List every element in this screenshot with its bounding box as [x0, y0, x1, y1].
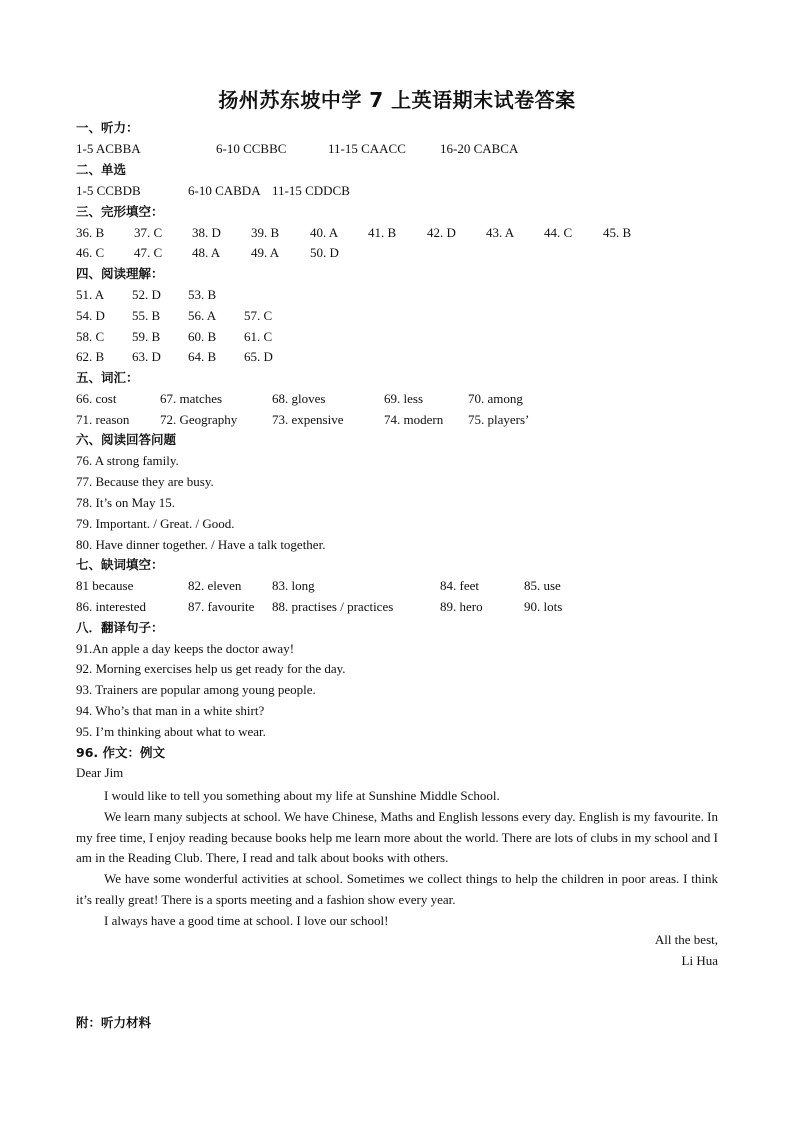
answer-cell: 46. C: [76, 245, 105, 260]
section-heading-single-choice: 二、单选: [76, 162, 127, 177]
answer-cell: 69. less: [384, 391, 423, 406]
section-heading-vocabulary: 五、词汇：: [76, 370, 139, 385]
answer-line: 91.An apple a day keeps the doctor away!: [76, 641, 295, 656]
answer-cell: 38. D: [192, 225, 221, 240]
answer-cell: 16-20 CABCA: [440, 141, 519, 156]
answer-cell: 61. C: [244, 329, 273, 344]
section-heading-gap-fill: 七、缺词填空：: [76, 557, 164, 572]
answer-cell: 74. modern: [384, 412, 444, 427]
answer-line: 76. A strong family.: [76, 453, 179, 468]
answer-cell: 72. Geography: [160, 412, 238, 427]
answer-cell: 87. favourite: [188, 599, 255, 614]
answer-cell: 55. B: [132, 308, 161, 323]
letter-paragraph: We have some wonderful activities at school. Sometimes we collect things to help the children in poor areas. I think it’s really great! There is a sports meeting and a fashion show every year.: [76, 871, 718, 907]
answer-cell: 36. B: [76, 225, 105, 240]
answer-cell: 52. D: [132, 287, 161, 302]
answer-line: 94. Who’s that man in a white shirt?: [76, 703, 265, 718]
letter-paragraph: I would like to tell you something about my life at Sunshine Middle School.: [104, 788, 500, 803]
answer-line: 80. Have dinner together. / Have a talk together.: [76, 537, 326, 552]
answer-cell: 66. cost: [76, 391, 117, 406]
section-heading-reading-qa: 六、阅读回答问题: [76, 432, 177, 447]
writing-label: 作文：例文: [102, 745, 166, 760]
letter-paragraph: I always have a good time at school. I love our school!: [104, 912, 389, 928]
answer-line: 93. Trainers are popular among young people.: [76, 682, 316, 697]
answer-cell: 64. B: [188, 349, 217, 364]
answer-cell: 43. A: [486, 225, 515, 240]
answer-line: 78. It’s on May 15.: [76, 495, 175, 510]
answer-cell: 58. C: [76, 329, 105, 344]
answer-cell: 71. reason: [76, 412, 130, 427]
answer-line: 92. Morning exercises help us get ready for the day.: [76, 661, 346, 676]
letter-closing: All the best,: [654, 932, 718, 947]
answer-cell: 70. among: [468, 391, 523, 406]
answer-cell: 53. B: [188, 287, 217, 302]
answer-cell: 83. long: [272, 578, 315, 593]
writing-number: 96.: [76, 745, 99, 760]
answer-cell: 48. A: [192, 245, 221, 260]
answer-cell: 65. D: [244, 349, 273, 364]
answer-cell: 81 because: [76, 578, 134, 593]
answer-cell: 54. D: [76, 308, 105, 323]
answer-line: 79. Important. / Great. / Good.: [76, 516, 235, 531]
answer-cell: 11-15 CAACC: [328, 141, 406, 156]
answer-cell: 67. matches: [160, 391, 223, 406]
answer-cell: 90. lots: [524, 599, 563, 614]
answer-cell: 50. D: [310, 245, 339, 260]
answer-cell: 37. C: [134, 225, 163, 240]
answer-cell: 39. B: [251, 225, 280, 240]
answer-cell: 44. C: [544, 225, 573, 240]
answer-cell: 85. use: [524, 578, 561, 593]
answer-cell: 86. interested: [76, 599, 147, 614]
answer-cell: 59. B: [132, 329, 161, 344]
answer-cell: 60. B: [188, 329, 217, 344]
section-heading-cloze: 三、完形填空：: [76, 204, 164, 219]
answer-cell: 63. D: [132, 349, 161, 364]
answer-cell: 73. expensive: [272, 412, 344, 427]
answer-cell: 49. A: [251, 245, 280, 260]
answer-cell: 11-15 CDDCB: [272, 183, 350, 198]
answer-cell: 6-10 CCBBC: [216, 141, 287, 156]
letter-signature: Li Hua: [681, 953, 718, 968]
letter-paragraph: We learn many subjects at school. We have Chinese, Maths and English lessons every day. English is my favourite. In my free time, I enjoy reading because books help me learn more about the world. There are lots of clubs in my school and I am in the Reading Club. There, I read and talk about books with others.: [76, 808, 718, 866]
answer-cell: 1-5 ACBBA: [76, 141, 141, 156]
answer-cell: 41. B: [368, 225, 397, 240]
answer-cell: 68. gloves: [272, 391, 326, 406]
answer-cell: 88. practises / practices: [272, 599, 394, 614]
section-heading-writing: [76, 743, 165, 761]
answer-cell: 82. eleven: [188, 578, 242, 593]
answer-line: 95. I’m thinking about what to wear.: [76, 724, 266, 739]
section-heading-reading: 四、阅读理解：: [76, 266, 164, 281]
section-heading-translation: 八．翻译句子：: [76, 620, 164, 635]
answer-cell: 47. C: [134, 245, 163, 260]
answer-line: 77. Because they are busy.: [76, 474, 214, 489]
answer-cell: 6-10 CABDA: [188, 183, 261, 198]
answer-cell: 56. A: [188, 308, 217, 323]
section-heading-listening: 一、听力：: [76, 120, 139, 135]
answer-cell: 42. D: [427, 225, 456, 240]
letter-greeting: Dear Jim: [76, 765, 124, 780]
page-title: 扬州苏东坡中学 7 上英语期末试卷答案: [218, 88, 576, 112]
answer-cell: 45. B: [603, 225, 632, 240]
appendix-heading: 附：听力材料: [76, 1015, 152, 1030]
answer-cell: 75. players’: [468, 412, 530, 427]
answer-cell: 57. C: [244, 308, 273, 323]
answer-cell: 89. hero: [440, 599, 483, 614]
answer-cell: 1-5 CCBDB: [76, 183, 141, 198]
answer-cell: 84. feet: [440, 578, 479, 593]
answer-cell: 40. A: [310, 225, 339, 240]
answer-cell: 51. A: [76, 287, 105, 302]
answer-cell: 62. B: [76, 349, 105, 364]
